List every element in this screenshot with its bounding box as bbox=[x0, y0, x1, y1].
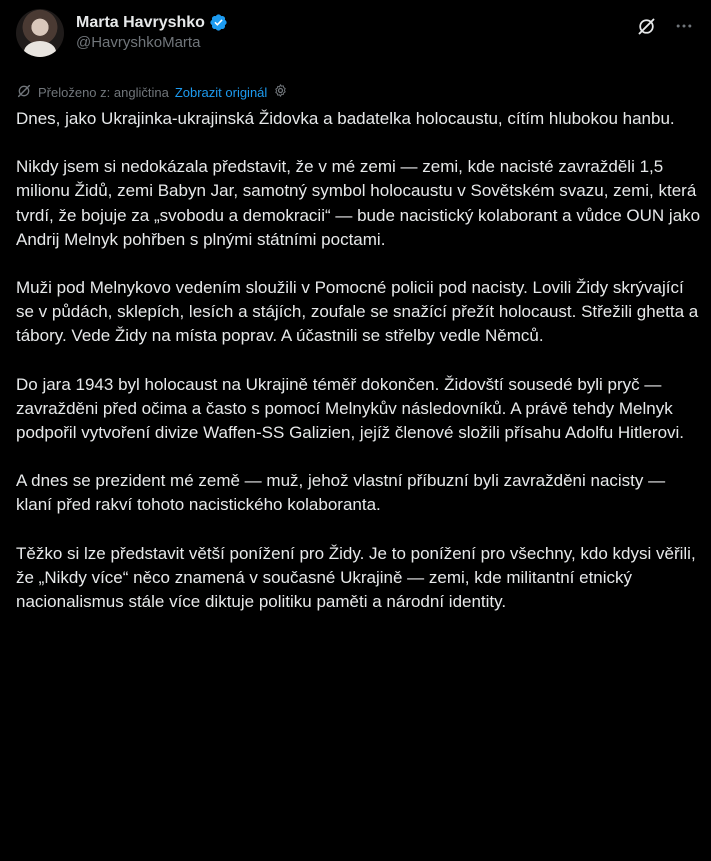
header-actions bbox=[635, 9, 695, 37]
post-text bbox=[16, 107, 702, 614]
show-original-link[interactable]: Zobrazit originál bbox=[174, 84, 268, 100]
translation-row bbox=[16, 82, 695, 102]
translated-from-label: Přeloženo z: angličtina bbox=[38, 84, 169, 100]
post-paragraph: Těžko si lze představit větší ponížení pro Židy. Je to ponížení pro všechny, kdo kdysi věřili, že „Nikdy více“ něco znamená v současné Ukrajině — zemi, kde militantní etnický nacionalismus stále více diktuje politiku paměti a národní identity. bbox=[16, 543, 696, 612]
grok-icon[interactable] bbox=[635, 15, 657, 37]
post-header bbox=[16, 9, 695, 65]
post-paragraph: Nikdy jsem si nedokázala představit, že v mé zemi — zemi, kde nacisté zavraždĕli 1,5 milionu Židů, zemi Babyn Jar, samotný symbol holocaustu v Sovětském svazu, zemi, která tvrdí, že bojuje za „svobodu a demokracii“ — bude nacistický kolaborant a vůdce OUN jako Andrij Melnyk pohřben s plnými státními poctami. bbox=[16, 157, 701, 249]
post-paragraph: Muži pod Melnykovo vedením sloužili v Pomocné policii pod nacisty. Lovili Židy skrývající se v půdách, sklepích, lesích a stájích, zoufale se snažící přežít holocaust. Střežili ghetta a tábory. Vede Židy na místa poprav. A účastnili se střelby vedle Němců. bbox=[16, 278, 699, 346]
grok-small-icon bbox=[16, 83, 32, 102]
avatar[interactable] bbox=[16, 9, 64, 57]
post-paragraph: A dnes se prezident mé země — muž, jehož vlastní příbuzní byli zavražděni nacisty — klaní před rakví tohoto nacistického kolaboranta. bbox=[16, 471, 666, 515]
verified-badge-icon bbox=[209, 13, 228, 32]
name-row bbox=[76, 13, 228, 32]
post-paragraph: Do jara 1943 byl holocaust na Ukrajině téměř dokončen. Židovští sousedé byli pryč — zavražděni před očima a často s pomocí Melnykův následovníků. A právě tehdy Melnyk podpořil vytvoření divize Waffen-SS Galizien, jejíž členové složili přísahu Adolfu Hitlerovi. bbox=[16, 374, 685, 443]
author-block bbox=[76, 9, 228, 51]
display-name[interactable]: Marta Havryshko bbox=[76, 13, 205, 31]
translation-settings-icon[interactable] bbox=[273, 83, 288, 101]
more-icon[interactable] bbox=[673, 15, 695, 37]
post-paragraph: Dnes, jako Ukrajinka-ukrajinská Židovka a badatelka holocaustu, cítím hlubokou hanbu. bbox=[16, 109, 675, 128]
author-handle[interactable]: @HavryshkoMarta bbox=[76, 34, 201, 51]
